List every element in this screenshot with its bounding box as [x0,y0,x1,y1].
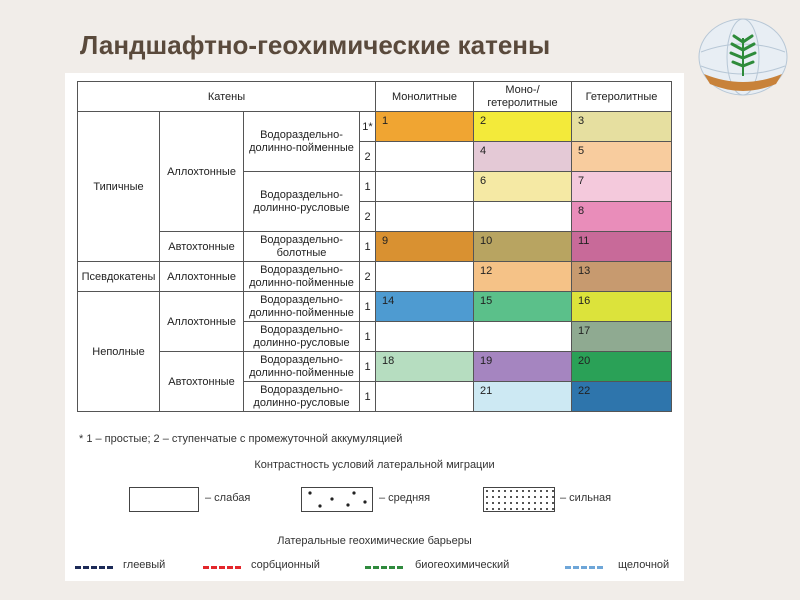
subgroup-autochthonous: Автохтонные [160,232,244,262]
catena-cell [376,172,474,202]
barrier-legend-title: Латеральные геохимические барьеры [277,535,472,547]
catena-cell: 8 [572,202,672,232]
catena-cell: 19 [474,352,572,382]
kind-number: 1 [360,172,376,202]
catena-cell: 21 [474,382,572,412]
catena-cell [376,262,474,292]
subgroup-autochthonous: Автохтонные [160,352,244,412]
content-card [65,73,684,581]
medium-contrast-swatch [301,487,373,512]
catena-cell [376,202,474,232]
type-label: Водораздельно- долинно-русловые [244,172,360,232]
header-mono-hetero: Моно-/ гетеролитные [474,82,572,112]
medium-contrast-label: – средняя [379,492,431,504]
subgroup-allochthonous: Аллохтонные [160,262,244,292]
catena-cell [474,322,572,352]
group-incomplete: Неполные [78,292,160,412]
catena-cell: 4 [474,142,572,172]
group-typical: Типичные [78,112,160,262]
catena-cell: 2 [474,112,572,142]
catena-cell: 10 [474,232,572,262]
biogeochemical-barrier-line [365,566,403,569]
subgroup-allochthonous: Аллохтонные [160,112,244,232]
catena-cell [474,202,572,232]
biogeochemical-barrier-label: биогеохимический [415,559,510,571]
catena-cell: 11 [572,232,672,262]
catena-cell [376,142,474,172]
gley-barrier-line [75,566,113,569]
catena-cell: 14 [376,292,474,322]
catena-table [77,81,672,412]
type-label: Водораздельно- долинно-пойменные [244,352,360,382]
catena-cell: 16 [572,292,672,322]
header-katen: Катены [78,82,376,112]
kind-number: 2 [360,142,376,172]
catena-cell: 15 [474,292,572,322]
sorption-barrier-label: сорбционный [251,559,320,571]
catena-cell: 13 [572,262,672,292]
footnote: * 1 – простые; 2 – ступенчатые с промежуточной аккумуляцией [79,433,403,445]
catena-cell: 20 [572,352,672,382]
catena-cell: 3 [572,112,672,142]
strong-contrast-swatch [483,487,555,512]
type-label: Водораздельно- долинно-русловые [244,322,360,352]
type-label: Водораздельно- долинно-русловые [244,382,360,412]
weak-contrast-label: – слабая [205,492,251,504]
kind-number: 1* [360,112,376,142]
strong-contrast-label: – сильная [560,492,612,504]
kind-number: 1 [360,352,376,382]
alkaline-barrier-label: щелочной [618,559,670,571]
catena-cell: 9 [376,232,474,262]
catena-cell [376,382,474,412]
alkaline-barrier-line [565,566,603,569]
kind-number: 1 [360,322,376,352]
type-label: Водораздельно- болотные [244,232,360,262]
gley-barrier-label: глеевый [123,559,166,571]
catena-cell: 7 [572,172,672,202]
subgroup-allochthonous: Аллохтонные [160,292,244,352]
kind-number: 1 [360,292,376,322]
catena-cell: 6 [474,172,572,202]
kind-number: 2 [360,202,376,232]
kind-number: 2 [360,262,376,292]
type-label: Водораздельно- долинно-пойменные [244,112,360,172]
type-label: Водораздельно- долинно-пойменные [244,262,360,292]
catena-cell: 22 [572,382,672,412]
catena-cell [376,322,474,352]
catena-cell: 18 [376,352,474,382]
header-monolithic: Монолитные [376,82,474,112]
contrast-legend-title: Контрастность условий латеральной миграции [254,459,495,471]
page-title: Ландшафтно-геохимические катены [80,30,551,60]
catena-cell: 5 [572,142,672,172]
type-label: Водораздельно- долинно-пойменные [244,292,360,322]
kind-number: 1 [360,232,376,262]
catena-cell: 1 [376,112,474,142]
catena-cell: 17 [572,322,672,352]
sorption-barrier-line [203,566,241,569]
catena-cell: 12 [474,262,572,292]
weak-contrast-swatch [129,487,199,512]
header-heterolithic: Гетеролитные [572,82,672,112]
kind-number: 1 [360,382,376,412]
group-pseudocatena: Псевдокатены [78,262,160,292]
globe-plant-logo [696,16,790,98]
